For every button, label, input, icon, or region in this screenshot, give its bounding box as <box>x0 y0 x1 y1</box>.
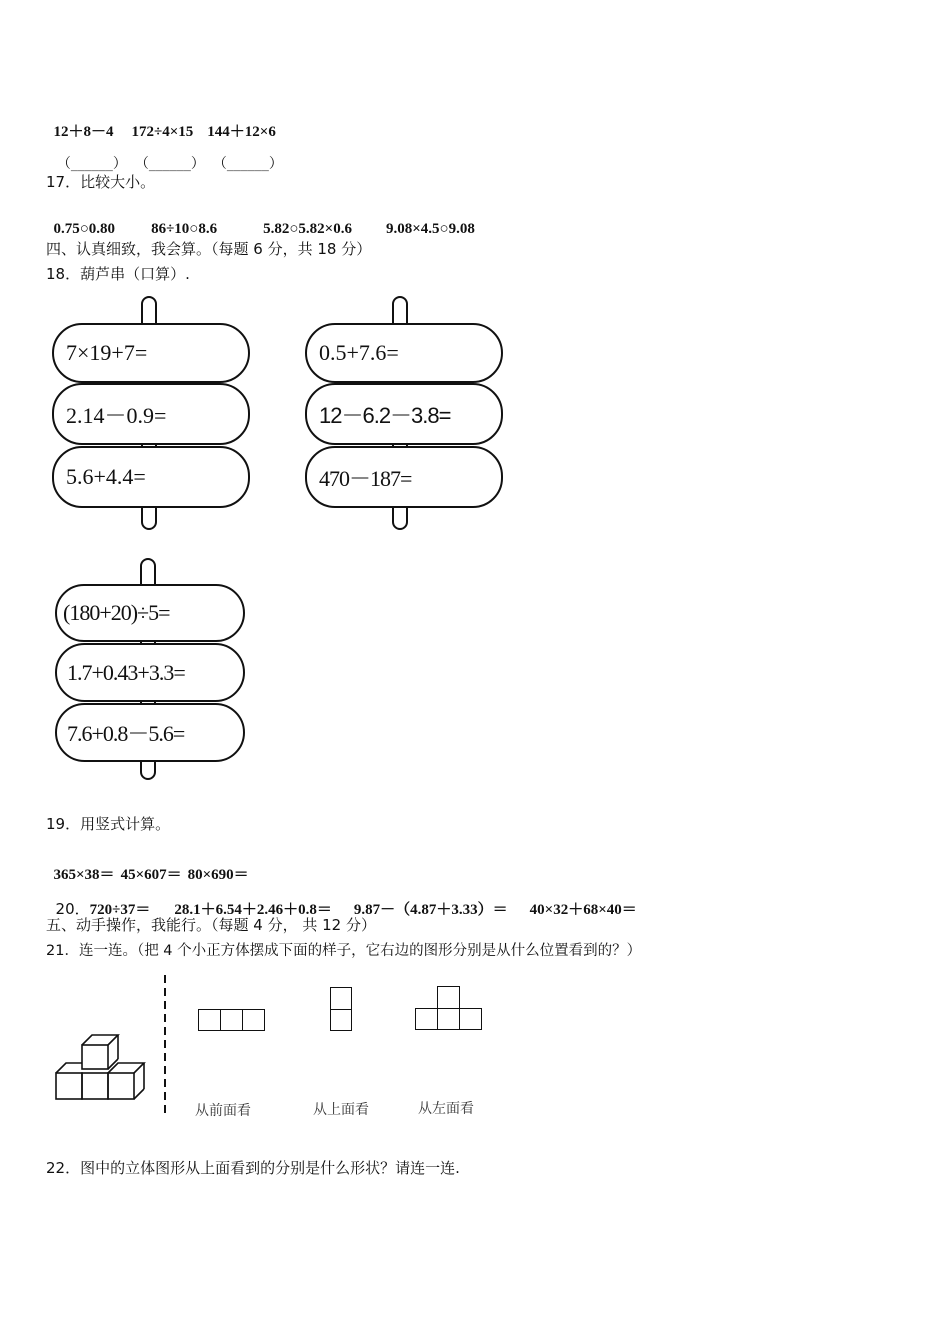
section5-title: 五、动手操作，我能行。（每题 4 分， 共 12 分） <box>46 916 376 934</box>
left-view-cell <box>437 986 460 1009</box>
cube-stack-figure <box>50 1025 150 1105</box>
q16-expr-3: 144＋12×6 <box>207 124 276 140</box>
q17-item-3: 5.82○5.82×0.6 <box>263 221 352 237</box>
front-view-cell <box>242 1009 265 1031</box>
left-view-shape[interactable] <box>415 986 482 1030</box>
gourd-3 <box>53 558 247 782</box>
gourd-1-bead-3: 5.6+4.4= <box>52 446 250 508</box>
gourd-1-bead-2: 2.14－0.9= <box>52 383 250 445</box>
q16-blank-3[interactable]: （______） <box>212 156 283 172</box>
q19-item-1: 365×38＝ <box>53 867 115 883</box>
q16-expr-2: 172÷4×15 <box>131 124 194 140</box>
q17-title: 17．比较大小。 <box>46 173 156 191</box>
q18-title: 18．葫芦串（口算）. <box>46 265 190 283</box>
q17-item-1: 0.75○0.80 <box>53 221 116 237</box>
q19-item-3: 80×690＝ <box>187 867 249 883</box>
q17-item-4: 9.08×4.5○9.08 <box>385 221 475 237</box>
top-view-cell <box>330 1009 352 1031</box>
q19-title: 19．用竖式计算。 <box>46 815 171 833</box>
gourd-3-bead-1: (180+20)÷5= <box>55 584 245 642</box>
q17-item-2: 86÷10○8.6 <box>151 221 218 237</box>
q16-expressions <box>46 103 276 141</box>
gourd-1-bead-1: 7×19+7= <box>52 323 250 383</box>
dashed-divider <box>162 975 168 1117</box>
gourd-1 <box>50 296 252 532</box>
top-view-cell <box>330 987 352 1010</box>
gourd-2-bead-3: 470－187= <box>305 446 503 508</box>
q20-item-3: 9.87－（4.87＋3.33）＝ <box>353 902 508 918</box>
view-label-left[interactable]: 从左面看 <box>418 1101 474 1117</box>
q19-items <box>46 846 249 884</box>
section4-title: 四、认真细致，我会算。（每题 6 分，共 18 分） <box>46 240 372 258</box>
gourd-2-bead-1: 0.5+7.6= <box>305 323 503 383</box>
q22-title: 22．图中的立体图形从上面看到的分别是什么形状？请连一连. <box>46 1159 460 1177</box>
gourd-3-bead-3: 7.6+0.8－5.6= <box>55 703 245 762</box>
view-label-front[interactable]: 从前面看 <box>195 1103 251 1119</box>
q16-blanks <box>48 137 283 173</box>
q20-label: 20． <box>55 900 90 918</box>
left-view-cell <box>437 1008 460 1030</box>
view-label-top[interactable]: 从上面看 <box>313 1102 369 1118</box>
gourd-2-bead-2: 12－6.2－3.8= <box>305 383 503 445</box>
top-view-shape[interactable] <box>330 987 352 1031</box>
left-view-cell <box>415 1008 438 1030</box>
front-view-shape[interactable] <box>198 1009 265 1031</box>
q20-item-4: 40×32＋68×40＝ <box>529 902 637 918</box>
q16-blank-2[interactable]: （______） <box>134 156 205 172</box>
q21-title: 21．连一连。（把 4 个小正方体摆成下面的样子，它右边的图形分别是从什么位置看到的？） <box>46 943 642 959</box>
q16-blank-1[interactable]: （______） <box>56 156 127 172</box>
q20-item-1: 720÷37＝ <box>89 902 151 918</box>
q17-items <box>46 204 475 238</box>
q20-item-2: 28.1＋6.54＋2.46＋0.8＝ <box>174 902 332 918</box>
gourd-2 <box>303 296 505 532</box>
front-view-cell <box>198 1009 221 1031</box>
gourd-3-bead-2: 1.7+0.43+3.3= <box>55 643 245 702</box>
left-view-cell <box>459 1008 482 1030</box>
front-view-cell <box>220 1009 243 1031</box>
q16-expr-1: 12＋8－4 <box>53 124 114 140</box>
q19-item-2: 45×607＝ <box>120 867 182 883</box>
